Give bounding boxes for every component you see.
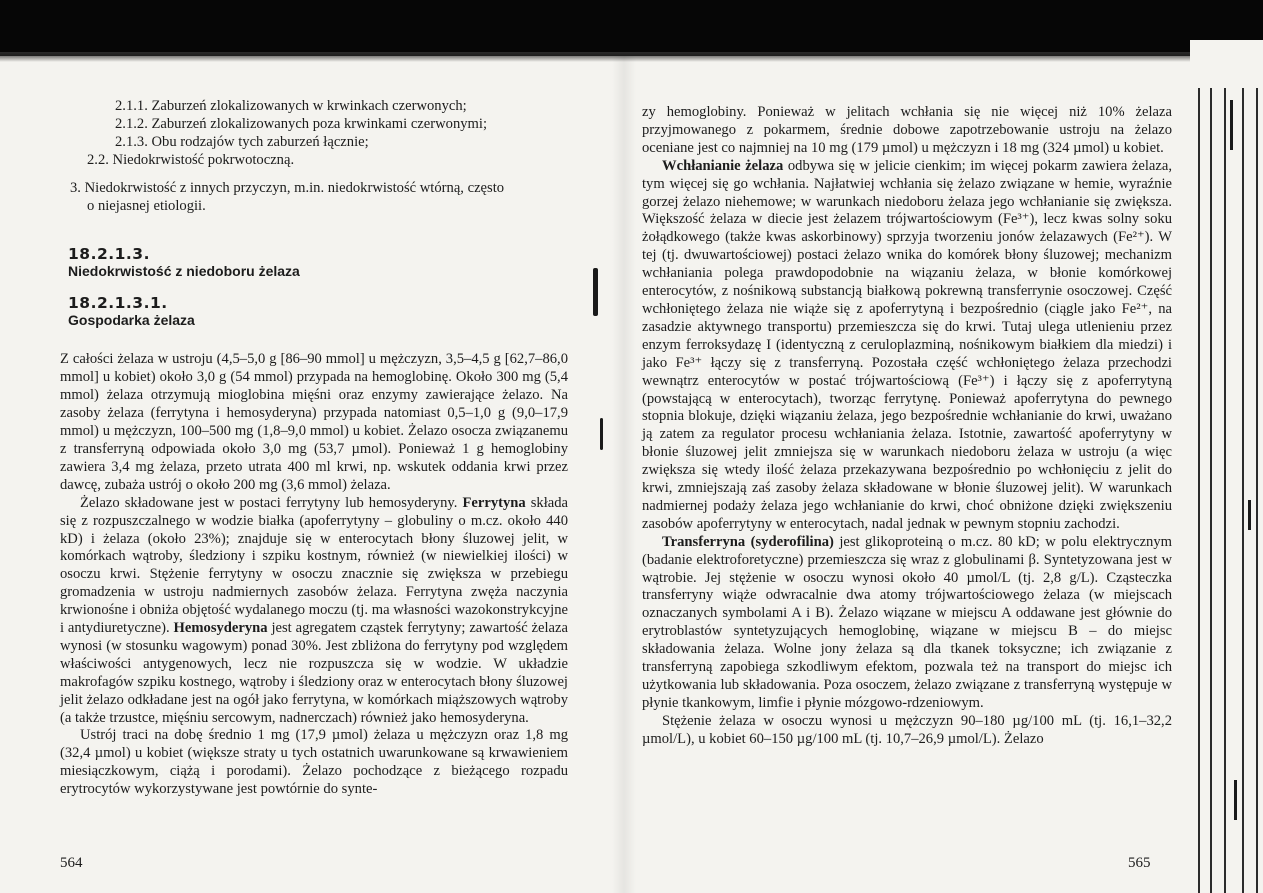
page-number-right: 565 xyxy=(1128,855,1151,871)
section-title: Niedokrwistość z niedoboru żelaza xyxy=(68,263,300,280)
toc-item: 2.1.1. Zaburzeń zlokalizowanych w krwinkach czerwonych; xyxy=(115,98,467,114)
subsection-heading xyxy=(68,294,568,329)
paragraph: Z całości żelaza w ustroju (4,5–5,0 g [86–90 mmol] u mężczyzn, 3,5–4,5 g [62,7–86,0 mmol] u kobiet) około 3,0 g (54 mmol) przypada na hemoglobinę. Około 300 mg (5,4 mmol) żelaza otrzymują mioglobina mięśni oraz enzymy zawierające żelazo. Na zasoby żelaza (ferrytyna i hemosyderyna) przypada natomiast 0,5–1,0 g (9,0–17,9 mmol) u mężczyzn, 100–500 mg (1,8–9,0 mmol) u kobiet. Żelazo osocza związanemu z transferryną odpowiada około 3,0 mg (53,7 µmol). Ponieważ 1 g hemoglobiny zawiera 3,4 mg żelaza, przeto utrata 400 ml krwi, np. wskutek oddania krwi przez dawcę, zubaża ustrój o około 200 mg (3,6 mmol) żelaza. xyxy=(60,351,568,493)
term-wchlanianie: Wchłanianie żelaza xyxy=(662,157,784,174)
book-gutter xyxy=(612,56,636,893)
scan-dark-top-edge xyxy=(0,0,1263,56)
left-body-text xyxy=(60,351,568,799)
page-edge-mark xyxy=(1234,780,1237,820)
paragraph: Ustrój traci na dobę średnio 1 mg (17,9 µmol) żelaza u mężczyzn oraz 1,8 mg (32,4 µmol) u kobiet (większe straty u tych ostatnich uwarunkowane są krwawieniem miesiączkowym, ciążą i porodami). Żelazo pochodzące z bieżącego rozpadu erytrocytów wykorzystywane jest powtórnie do synte- xyxy=(60,727,568,798)
term-transferryna: Transferryna (syderofilina) xyxy=(662,533,834,550)
paragraph: Wchłanianie żelaza odbywa się w jelicie cienkim; im więcej pokarm zawiera żelaza, tym więcej się go wchłania. Najłatwiej wchłania się żelazo związane w hemie, wyraźnie gorzej żelazo niehemowe; w warunkach niedoboru żelaza jego wchłanianie się zwiększa. Większość żelaza w diecie jest żelazem trójwartościowym (Fe³⁺), lecz kwas solny soku żołądkowego (także kwas askorbinowy) sprzyja tworzeniu jonów żelazawych (Fe²⁺). W tej (tj. dwuwartościowej) postaci żelazo wnika do komórek błony śluzowej; mechanizm wchłaniania polega prawdopodobnie na wiązaniu żelaza, w błonie komórkowej enterocytów, z nośnikową substancją białkową pokrewną transferrynie osoczowej. Część wchłoniętego żelaza nie wiąże się z apoferrytyną i bezpośrednio (ciągle jako Fe²⁺, na zasadzie aktywnego transportu) przemieszcza się do krwi. Tutaj ulega utlenieniu przez enzym ferroksydazę I (identyczną z ceruloplazminą, nośnikowym białkiem dla miedzi) i jako Fe³⁺ łączy się z transferryną. Pozostała część wchłoniętego żelaza przechodzi wewnątrz enterocytów w postać trójwartościową (Fe³⁺) i łączy się z apoferrytyną (powstającą w enterocytach), tworząc ferrytynę. Ponieważ apoferrytyna do pewnego stopnia blokuje, dzięki wiązaniu żelaza, jego bezpośrednie wchłanianie do krwi, uważano ją zatem za regulator procesu wchłaniania żelaza. Istotnie, zawartość apoferrytyny w błonie śluzowej jelit zmniejsza się w warunkach niedoboru żelaza w ustroju (a więc zwiększa się wtedy ilość żelaza przekazywana bezpośrednio po wchłonięciu z jelit do krwi, zmniejszają zaś zasoby żelaza składowane w błonie śluzowej jelit). W warunkach nadmiernej podaży żelaza jego wchłanianie do krwi, choć obniżone dzięki zwiększeniu zasobów apoferrytyny w enterocytach, nadal jednak w pewnym stopniu zachodzi. xyxy=(642,157,1173,532)
section-heading xyxy=(68,245,568,280)
paragraph: Stężenie żelaza w osoczu wynosi u mężczyzn 90–180 µg/100 mL (tj. 16,1–32,2 µmol/L), u kobiet 60–150 µg/100 mL (tj. 10,7–26,9 µmol/L). Żelazo xyxy=(642,712,1172,747)
page-edge-line xyxy=(1242,88,1244,893)
page-number-left: 564 xyxy=(60,855,83,871)
page-edge-line xyxy=(1210,88,1212,893)
toc-list xyxy=(60,98,568,215)
term-hemosyderyna: Hemosyderyna xyxy=(173,620,268,637)
toc-item: 3. Niedokrwistość z innych przyczyn, m.in. niedokrwistość wtórną, często xyxy=(70,179,505,196)
toc-item: 2.1.3. Obu rodzajów tych zaburzeń łącznie; xyxy=(115,133,369,150)
paragraph: Transferryna (syderofilina) jest glikoproteiną o m.cz. 80 kD; w polu elektrycznym (badanie elektroforetyczne) przemieszcza się wraz z globulinami β. Syntetyzowana jest w wątrobie. Jej stężenie w osoczu wynosi około 40 µmol/L (tj. 2,8 g/L). Cząsteczka transferryny wiąże odwracalnie dwa atomy trójwartościowego żelaza (w miejscach oznaczanych symbolami A i B). Żelazo wiązane w miejscu A oddawane jest głównie do erytroblastów syntetyzujących hemoglobinę, wiązane w miejscu B – do miejsc składowania żelaza. Wolne jony żelaza są dla tkanek toksyczne; ich związanie z transferryną zapobiega szkodliwym efektom, pozwala też na transport do miejsc ich użytkowania lub składowania. Poza osoczem, żelazo związane z transferryną występuje w płynie tkankowym, limfie i płynie mózgowo-rdzeniowym. xyxy=(642,533,1173,711)
toc-item: 2.1.2. Zaburzeń zlokalizowanych poza krwinkami czerwonymi; xyxy=(115,115,488,132)
left-page xyxy=(60,98,568,799)
toc-item: o niejasnej etiologii. xyxy=(87,197,206,214)
page-edge-line xyxy=(1224,88,1226,893)
right-page xyxy=(642,104,1172,749)
page-edge-line xyxy=(1198,88,1200,893)
paragraph: Żelazo składowane jest w postaci ferrytyny lub hemosyderyny. Ferrytyna składa się z rozpuszczalnego w wodzie białka (apoferrytyny – globuliny o m.cz. około 440 kD) i żelaza (około 23%); znajduje się w enterocytach błony śluzowej jelit, w komórkach wątroby, śledziony i szpiku kostnym, również (w niewielkiej ilości) w osoczu krwi. Stężenie ferrytyny w osoczu znacznie się zwiększa w przebiegu gromadzenia w ustroju nadmiernych zasobów żelaza. Ferrytyna zwęża naczynia krwionośne i obniża objętość wydalanego moczu (tj. ma własności wazokonstrykcyjne i antydiuretyczne). Hemosyderyna jest agregatem cząstek ferrytyny; zawartość żelaza wynosi (w stosunku wagowym) ponad 30%. Jest zbliżona do ferrytyny pod względem właściwości antygenowych, lecz nie rozpuszcza się w wodzie. W układzie makrofagów szpiku kostnego, wątroby i śledziony oraz w enterocytach błony śluzowej jelit żelazo odkładane jest na ogół jako ferrytyna, w komórkach miąższowych wątroby (a także trzustce, mięśniu sercowym, nadnerczach) również jako hemosyderyna. xyxy=(60,494,569,726)
book-page-edges xyxy=(1190,40,1263,893)
toc-item: 2.2. Niedokrwistość pokrwotoczną. xyxy=(87,151,295,168)
page-edge-line xyxy=(1256,88,1258,893)
subsection-number: 18.2.1.3.1. xyxy=(68,294,168,313)
paragraph: zy hemoglobiny. Ponieważ w jelitach wchłania się nie więcej niż 10% żelaza przyjmowanego z pokarmem, średnie dobowe zapotrzebowanie ustroju na żelazo oceniane jest co najmniej na 10 mg (179 µmol) u mężczyzn i 18 mg (324 µmol) u kobiet. xyxy=(642,104,1172,156)
term-ferrytyna: Ferrytyna xyxy=(462,494,526,511)
scan-artifact xyxy=(593,268,598,316)
page-edge-mark xyxy=(1230,100,1233,150)
section-number: 18.2.1.3. xyxy=(68,245,150,264)
page-edge-mark xyxy=(1248,500,1251,530)
scan-artifact xyxy=(600,418,603,450)
subsection-title: Gospodarka żelaza xyxy=(68,312,195,329)
